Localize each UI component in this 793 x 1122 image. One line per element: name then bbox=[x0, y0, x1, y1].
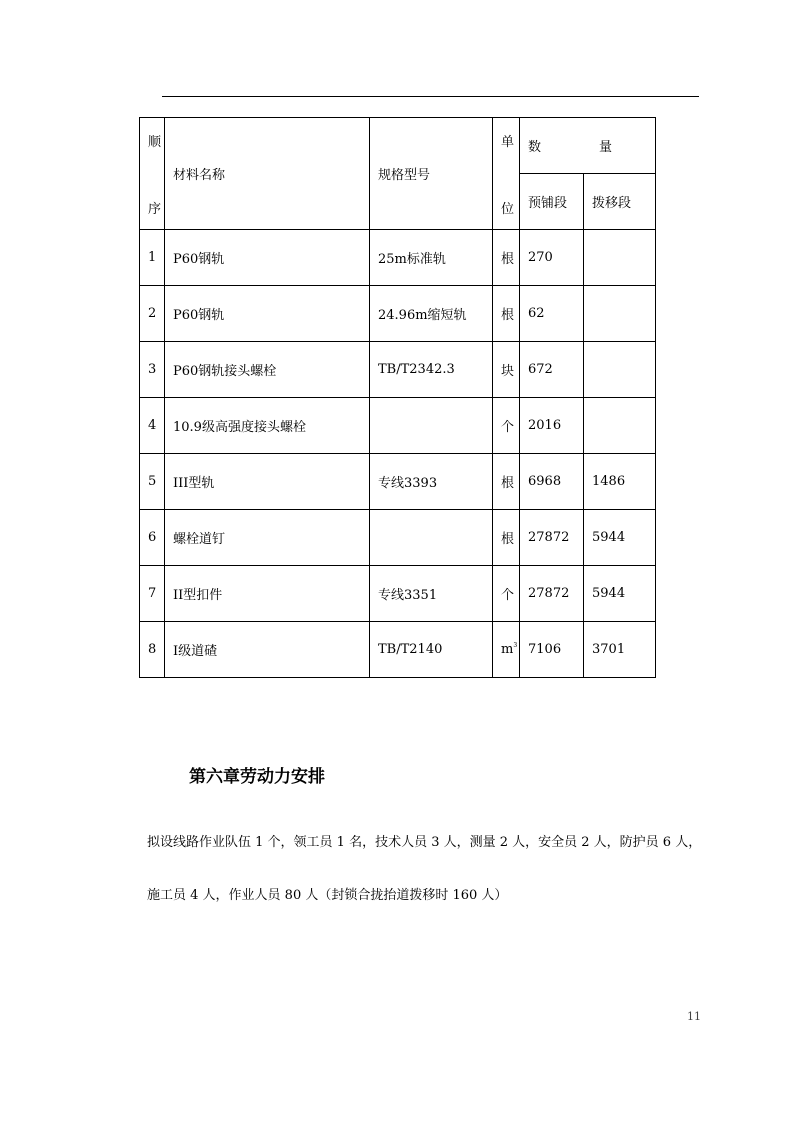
header-unit: 单 位 bbox=[493, 118, 520, 230]
header-shifted: 拨移段 bbox=[584, 174, 656, 230]
page-number: 11 bbox=[687, 1010, 701, 1023]
table-row: 8 I级道碴 TB/T2140 $m^3$ 7106 3701 bbox=[140, 622, 656, 678]
chapter-title: 第六章劳动力安排 bbox=[189, 767, 325, 787]
paragraph-line-2: 施工员 4 人，作业人员 80 人（封锁合拢抬道拨移时 160 人） bbox=[147, 888, 508, 903]
unit-cubic-meter: $m^3$ bbox=[493, 622, 520, 678]
table-row: 2 P60钢轨 24.96m缩短轨 根 62 bbox=[140, 286, 656, 342]
header-pre-laid: 预铺段 bbox=[520, 174, 584, 230]
header-rule bbox=[162, 96, 699, 97]
header-name: 材料名称 bbox=[165, 118, 370, 230]
header-spec: 规格型号 bbox=[370, 118, 493, 230]
paragraph-line-1: 拟设线路作业队伍 1 个，领工员 1 名，技术人员 3 人，测量 2 人，安全员 2 人，防护员 6 人， bbox=[147, 835, 702, 850]
materials-table bbox=[139, 117, 656, 678]
table-row: 6 螺栓道钉 根 27872 5944 bbox=[140, 510, 656, 566]
table-row: 5 III型轨 专线3393 根 6968 1486 bbox=[140, 454, 656, 510]
table-header-row bbox=[140, 118, 656, 174]
header-seq: 顺 序 bbox=[140, 118, 165, 230]
table-row: 7 II型扣件 专线3351 个 27872 5944 bbox=[140, 566, 656, 622]
header-quantity: 数 量 bbox=[520, 118, 656, 174]
table-row: 3 P60钢轨接头螺栓 TB/T2342.3 块 672 bbox=[140, 342, 656, 398]
table-row: 4 10.9级高强度接头螺栓 个 2016 bbox=[140, 398, 656, 454]
table-row: 1 P60钢轨 25m标准轨 根 270 bbox=[140, 230, 656, 286]
